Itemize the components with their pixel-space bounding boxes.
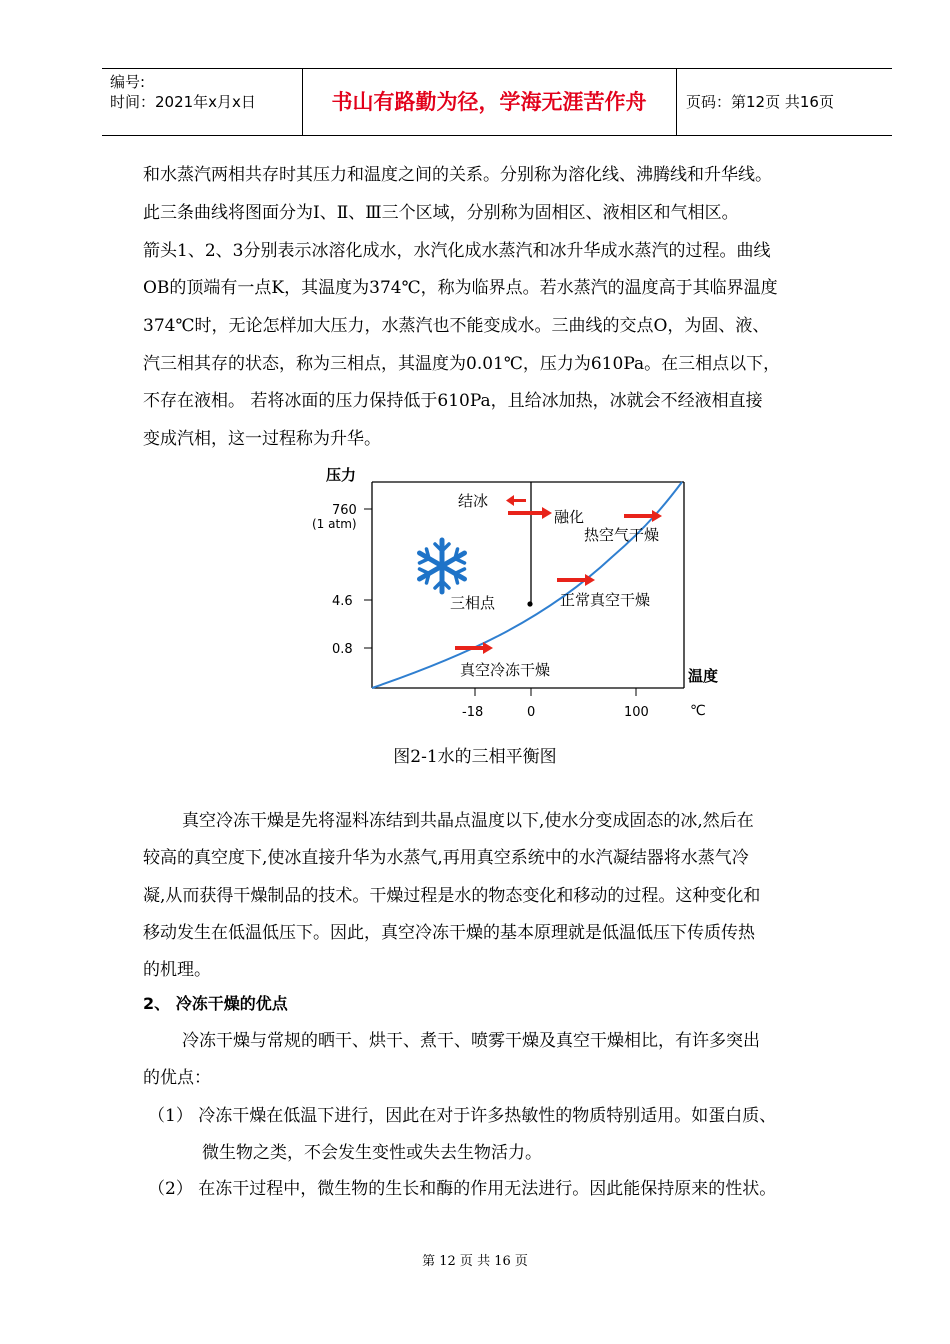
y-axis-title: 压力 bbox=[326, 466, 357, 484]
text-line: 冷冻干燥与常规的晒干、烘干、煮干、喷雾干燥及真空干燥相比，有许多突出 bbox=[182, 1031, 760, 1051]
text-line: 此三条曲线将图面分为Ⅰ、Ⅱ、Ⅲ三个区域，分别称为固相区、液相区和气相区。 bbox=[143, 203, 739, 223]
label-vacuum-freeze-drying: 真空冷冻干燥 bbox=[460, 661, 551, 679]
arrow-right-icon bbox=[624, 510, 662, 522]
triple-point-marker bbox=[527, 601, 532, 606]
arrow-right-icon bbox=[455, 642, 493, 654]
text-line: 的优点： bbox=[143, 1068, 211, 1088]
page-footer: 第 12 页 共 16 页 bbox=[422, 1254, 528, 1269]
arrow-left-icon bbox=[506, 495, 526, 506]
label-melt: 融化 bbox=[554, 508, 585, 526]
label-hot-air-drying: 热空气干燥 bbox=[584, 526, 660, 544]
page-header bbox=[102, 68, 892, 136]
y-tick-label: 760 bbox=[332, 503, 357, 518]
text-line: 变成汽相，这一过程称为升华。 bbox=[143, 429, 381, 449]
list-item: （2） 在冻干过程中，微生物的生长和酶的作用无法进行。因此能保持原来的性状。 bbox=[148, 1179, 777, 1199]
list-item-continuation: 微生物之类，不会发生变性或失去生物活力。 bbox=[202, 1143, 542, 1163]
x-unit-label: ℃ bbox=[690, 703, 706, 718]
section-heading: 2、 冷冻干燥的优点 bbox=[143, 994, 288, 1013]
y-tick-label: 4.6 bbox=[332, 594, 353, 609]
time-label: 时间：2021年x月x日 bbox=[110, 93, 256, 111]
text-line: 不存在液相。 若将冰面的压力保持低于610Pa，且给冰加热，冰就会不经液相直接 bbox=[143, 391, 763, 411]
arrow-right-icon bbox=[508, 507, 552, 519]
label-freeze: 结冰 bbox=[458, 492, 489, 510]
x-tick-label: -18 bbox=[462, 705, 484, 718]
text-line: 374℃时，无论怎样加大压力，水蒸汽也不能变成水。三曲线的交点O，为固、液、 bbox=[143, 316, 770, 336]
x-axis-title: 温度 bbox=[688, 667, 719, 685]
label-normal-vacuum-drying: 正常真空干燥 bbox=[560, 591, 651, 609]
text-line: 箭头1、2、3分别表示冰溶化成水，水汽化成水蒸汽和冰升华成水蒸汽的过程。曲线 bbox=[143, 241, 771, 261]
text-line: OB的顶端有一点K，其温度为374℃，称为临界点。若水蒸汽的温度高于其临界温度 bbox=[143, 278, 778, 298]
text-line: 和水蒸汽两相共存时其压力和温度之间的关系。分别称为溶化线、沸腾线和升华线。 bbox=[143, 165, 772, 185]
x-tick-label: 100 bbox=[624, 705, 649, 718]
text-line: 真空冷冻干燥是先将湿料冻结到共晶点温度以下,使水分变成固态的冰,然后在 bbox=[182, 811, 754, 831]
text-line: 凝,从而获得干燥制品的技术。干燥过程是水的物态变化和移动的过程。这种变化和 bbox=[143, 886, 761, 906]
y-tick-label: (1 atm) bbox=[312, 517, 357, 531]
label-triple-point: 三相点 bbox=[450, 594, 496, 612]
text-line: 移动发生在低温低压下。因此，真空冷冻干燥的基本原理就是低温低压下传质传热 bbox=[143, 923, 755, 943]
header-meta-cell bbox=[102, 69, 303, 135]
x-tick-label: 0 bbox=[527, 705, 536, 718]
text-line: 的机理。 bbox=[143, 960, 211, 980]
list-item: （1） 冷冻干燥在低温下进行，因此在对于许多热敏性的物质特别适用。如蛋白质、 bbox=[148, 1106, 777, 1126]
figure-caption: 图2-1水的三相平衡图 bbox=[393, 747, 557, 767]
page-code: 页码：第12页 共16页 bbox=[686, 93, 834, 111]
number-label: 编号: bbox=[110, 73, 146, 91]
snowflake-icon bbox=[420, 540, 465, 592]
text-line: 汽三相其存的状态，称为三相点，其温度为0.01℃，压力为610Pa。在三相点以下， bbox=[143, 354, 781, 374]
motto: 书山有路勤为径，学海无涯苦作舟 bbox=[302, 69, 677, 135]
phase-diagram bbox=[312, 462, 734, 718]
y-tick-label: 0.8 bbox=[332, 642, 353, 657]
text-line: 较高的真空度下,使冰直接升华为水蒸气,再用真空系统中的水汽凝结器将水蒸气冷 bbox=[143, 848, 749, 868]
